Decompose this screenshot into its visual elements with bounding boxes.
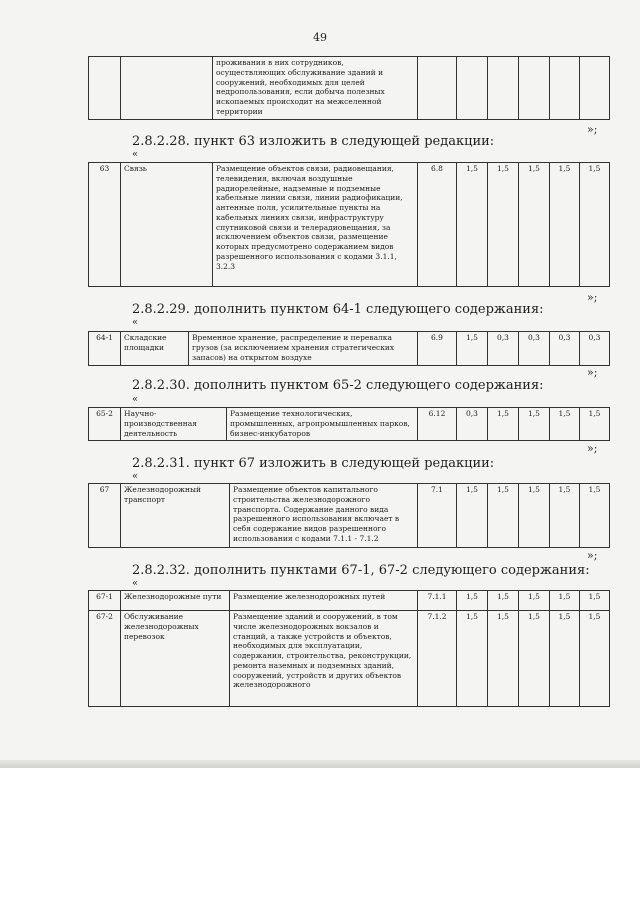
cell-value: 1,5	[550, 163, 580, 287]
cell-value: 1,5	[580, 408, 610, 441]
section-heading: 2.8.2.31. пункт 67 изложить в следующей редакции:	[132, 456, 495, 471]
opening-quote: «	[132, 471, 139, 482]
cell-code: 7.1.2	[418, 611, 457, 707]
amendment-table	[88, 407, 610, 441]
cell-code: 6.9	[418, 332, 457, 366]
cell-name: Складские площадки	[121, 332, 189, 366]
cell-value: 1,5	[519, 591, 550, 611]
closing-quote: »;	[587, 291, 598, 304]
table-row	[89, 611, 610, 707]
cell-num	[89, 57, 121, 120]
cell-value: 1,5	[519, 163, 550, 287]
cell-num: 63	[89, 163, 121, 287]
table-row	[89, 57, 610, 120]
opening-quote: «	[132, 149, 139, 160]
cell-code	[418, 57, 457, 120]
closing-quote: »;	[587, 366, 598, 379]
cell-value: 0,3	[519, 332, 550, 366]
cell-description: Временное хранение, распределение и перевалка грузов (за исключением хранения стратегических запасов) на открытом воздухе	[189, 332, 418, 366]
cell-value: 1,5	[550, 611, 580, 707]
cell-value	[457, 57, 488, 120]
cell-description: Размещение объектов капитального строительства железнодорожного транспорта. Содержание данного вида разрешенного использования включает в себя содержание видов разрешенного использования с кодами 7.1.1 - 7.1.2	[230, 484, 418, 548]
closing-quote: »;	[587, 442, 598, 455]
cell-value: 1,5	[519, 611, 550, 707]
cell-value: 1,5	[580, 484, 610, 548]
opening-quote: «	[132, 394, 139, 405]
cell-name: Обслуживание железнодорожных перевозок	[121, 611, 230, 707]
cell-value: 1,5	[488, 591, 519, 611]
amendment-table	[88, 590, 610, 707]
table-row	[89, 408, 610, 441]
table-row	[89, 591, 610, 611]
cell-value: 1,5	[457, 591, 488, 611]
cell-value	[580, 57, 610, 120]
closing-quote: »;	[587, 549, 598, 562]
opening-quote: «	[132, 317, 139, 328]
section-heading: 2.8.2.32. дополнить пунктами 67-1, 67-2 следующего содержания:	[132, 563, 590, 578]
cell-description: проживания в них сотрудников, осуществляющих обслуживание зданий и сооружений, необходимых для целей недропользования, если добыча полезных ископаемых происходит на межселенной территории	[213, 57, 418, 120]
cell-description: Размещение зданий и сооружений, в том числе железнодорожных вокзалов и станций, а также устройств и объектов, необходимых для эксплуатации, содержания, строительства, реконструкции, ремонта наземных и подземных зданий, сооружений, устройств и других объектов железнодорожного	[230, 611, 418, 707]
section-heading: 2.8.2.30. дополнить пунктом 65-2 следующего содержания:	[132, 378, 544, 393]
cell-value: 0,3	[580, 332, 610, 366]
cell-name: Научно-производственная деятельность	[121, 408, 227, 441]
cell-value: 0,3	[550, 332, 580, 366]
cell-num: 64-1	[89, 332, 121, 366]
cell-value: 1,5	[488, 611, 519, 707]
section-heading: 2.8.2.29. дополнить пунктом 64-1 следующего содержания:	[132, 302, 544, 317]
cell-value	[488, 57, 519, 120]
continued-table	[88, 56, 610, 120]
cell-value: 1,5	[488, 484, 519, 548]
cell-value: 1,5	[550, 484, 580, 548]
cell-description: Размещение железнодорожных путей	[230, 591, 418, 611]
cell-value: 1,5	[550, 408, 580, 441]
cell-num: 67-2	[89, 611, 121, 707]
cell-name	[121, 57, 213, 120]
cell-name: Железнодорожные пути	[121, 591, 230, 611]
cell-value: 0,3	[457, 408, 488, 441]
cell-value: 1,5	[580, 163, 610, 287]
cell-value: 1,5	[550, 591, 580, 611]
cell-code: 6.12	[418, 408, 457, 441]
page-edge-shadow	[0, 760, 640, 768]
amendment-table	[88, 162, 610, 287]
cell-value: 1,5	[488, 408, 519, 441]
cell-value: 1,5	[519, 484, 550, 548]
cell-value: 1,5	[457, 163, 488, 287]
cell-code: 7.1	[418, 484, 457, 548]
cell-value: 1,5	[457, 484, 488, 548]
table-row	[89, 332, 610, 366]
closing-quote: »;	[587, 123, 598, 136]
cell-name: Связь	[121, 163, 213, 287]
page-number: 49	[313, 31, 327, 44]
amendment-table	[88, 483, 610, 548]
section-heading: 2.8.2.28. пункт 63 изложить в следующей редакции:	[132, 134, 495, 149]
amendment-table	[88, 331, 610, 366]
cell-description: Размещение технологических, промышленных, агропромышленных парков, бизнес-инкубаторов	[227, 408, 418, 441]
cell-value: 0,3	[488, 332, 519, 366]
cell-num: 67-1	[89, 591, 121, 611]
opening-quote: «	[132, 578, 139, 589]
cell-value: 1,5	[519, 408, 550, 441]
cell-num: 65-2	[89, 408, 121, 441]
cell-value	[519, 57, 550, 120]
cell-value: 1,5	[457, 332, 488, 366]
cell-value: 1,5	[488, 163, 519, 287]
cell-description: Размещение объектов связи, радиовещания, телевидения, включая воздушные радиорелейные, надземные и подземные кабельные линии связи, линии радиофикации, антенные поля, усилительные пункты на кабельных линиях связи, инфраструктуру спутниковой связи и телерадиовещания, за исключением объектов связи, размещение которых предусмотрено содержанием видов разрешенного использования с кодами 3.1.1, 3.2.3	[213, 163, 418, 287]
cell-value: 1,5	[457, 611, 488, 707]
cell-code: 7.1.1	[418, 591, 457, 611]
cell-num: 67	[89, 484, 121, 548]
cell-value	[550, 57, 580, 120]
cell-value: 1,5	[580, 591, 610, 611]
cell-name: Железнодорожный транспорт	[121, 484, 230, 548]
cell-code: 6.8	[418, 163, 457, 287]
cell-value: 1,5	[580, 611, 610, 707]
table-row	[89, 484, 610, 548]
table-row	[89, 163, 610, 287]
